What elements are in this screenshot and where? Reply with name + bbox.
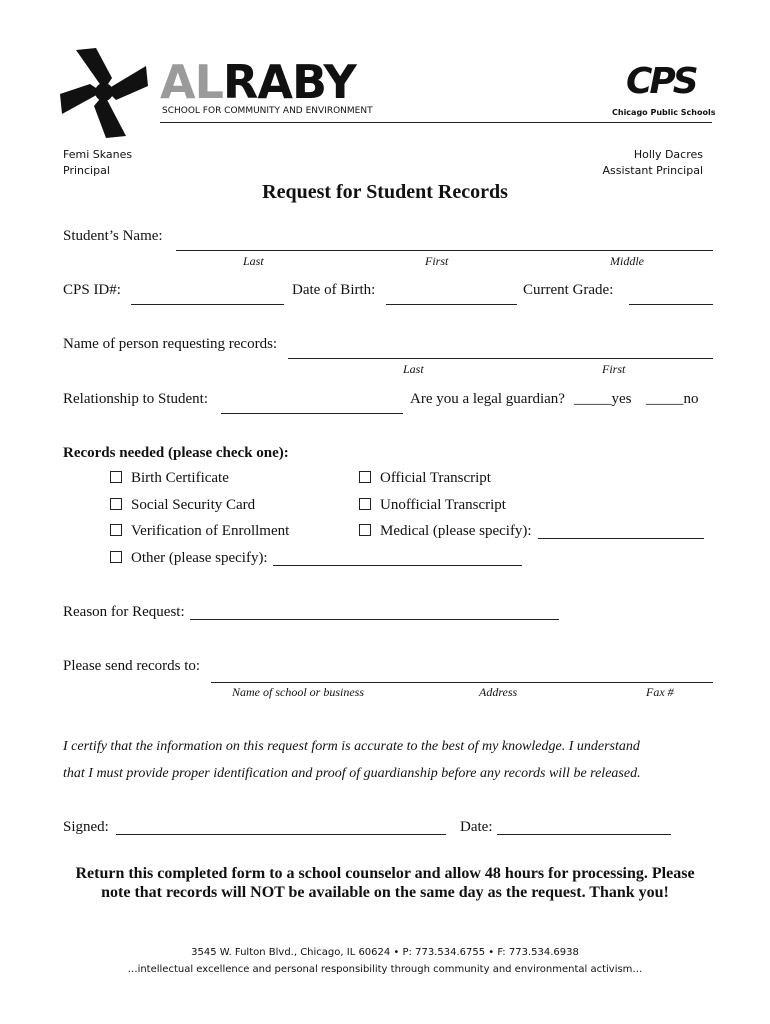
student-sub-last: Last bbox=[243, 254, 264, 268]
checkbox-icon bbox=[110, 498, 122, 510]
logo-al: AL bbox=[160, 55, 223, 109]
certify-line-1: I certify that the information on this request form is accurate to the best of my knowledge. I understand bbox=[63, 739, 640, 754]
cps-id-field[interactable] bbox=[131, 304, 284, 305]
requester-label: Name of person requesting records: bbox=[63, 336, 278, 352]
relationship-label: Relationship to Student: bbox=[63, 391, 208, 407]
principal-name: Femi Skanes bbox=[63, 148, 133, 161]
official-transcript-label: Official Transcript bbox=[380, 470, 491, 486]
guardian-no-option[interactable]: _____no bbox=[646, 391, 699, 407]
requester-sub-first: First bbox=[602, 362, 626, 376]
cps-logo-name: Chicago Public Schools bbox=[612, 108, 716, 117]
guardian-question: Are you a legal guardian? bbox=[410, 391, 565, 407]
checkbox-other[interactable] bbox=[110, 549, 268, 567]
student-sub-middle: Middle bbox=[610, 254, 644, 268]
return-notice-line-1: Return this completed form to a school counselor and allow 48 hours for processing. Please bbox=[75, 865, 695, 882]
alraby-wordmark bbox=[160, 55, 356, 109]
student-name-field[interactable] bbox=[176, 250, 713, 251]
medical-label: Medical (please specify): bbox=[380, 523, 532, 539]
dob-label: Date of Birth: bbox=[292, 282, 376, 298]
cps-id-label: CPS ID#: bbox=[63, 282, 121, 298]
checkbox-unofficial-transcript[interactable] bbox=[359, 496, 506, 514]
ap-name: Holly Dacres bbox=[633, 148, 703, 161]
footer-address: 3545 W. Fulton Blvd., Chicago, IL 60624 • P: 773.534.6755 • F: 773.534.6938 bbox=[191, 947, 579, 958]
checkbox-icon bbox=[110, 524, 122, 536]
checkbox-social-security-card[interactable] bbox=[110, 496, 255, 514]
date-label: Date: bbox=[460, 819, 493, 835]
reason-field[interactable] bbox=[190, 619, 559, 620]
reason-label: Reason for Request: bbox=[63, 604, 185, 620]
records-heading: Records needed (please check one): bbox=[63, 445, 289, 461]
grade-field[interactable] bbox=[629, 304, 713, 305]
student-name-label: Student’s Name: bbox=[63, 228, 163, 244]
return-notice-line-2: note that records will NOT be available on the same day as the request. Thank you! bbox=[101, 884, 669, 901]
checkbox-icon bbox=[359, 498, 371, 510]
requester-name-field[interactable] bbox=[288, 358, 713, 359]
checkbox-medical[interactable] bbox=[359, 522, 532, 540]
send-sub-address: Address bbox=[479, 685, 518, 699]
send-sub-school: Name of school or business bbox=[232, 685, 364, 699]
relationship-field[interactable] bbox=[221, 413, 403, 414]
send-to-field[interactable] bbox=[211, 682, 713, 683]
signed-label: Signed: bbox=[63, 819, 109, 835]
form-title: Request for Student Records bbox=[262, 181, 508, 203]
other-specify-field[interactable] bbox=[273, 565, 522, 566]
medical-specify-field[interactable] bbox=[538, 538, 704, 539]
footer-motto: …intellectual excellence and personal responsibility through community and environmental activism… bbox=[127, 964, 643, 975]
checkbox-icon bbox=[110, 551, 122, 563]
logo-raby: RABY bbox=[222, 55, 356, 109]
send-sub-fax: Fax # bbox=[646, 685, 674, 699]
dob-field[interactable] bbox=[386, 304, 517, 305]
logo-tagline: SCHOOL FOR COMMUNITY AND ENVIRONMENT bbox=[162, 106, 373, 116]
ap-title: Assistant Principal bbox=[602, 164, 703, 177]
verification-enrollment-label: Verification of Enrollment bbox=[131, 523, 290, 539]
checkbox-icon bbox=[110, 471, 122, 483]
other-label: Other (please specify): bbox=[131, 550, 268, 566]
date-field[interactable] bbox=[497, 834, 671, 835]
cps-logo-mark: CPS bbox=[626, 61, 696, 102]
header-rule bbox=[160, 122, 712, 123]
checkbox-birth-certificate[interactable] bbox=[110, 469, 229, 487]
certify-line-2: that I must provide proper identification and proof of guardianship before any records will be released. bbox=[63, 766, 641, 781]
birth-certificate-label: Birth Certificate bbox=[131, 470, 229, 486]
checkbox-official-transcript[interactable] bbox=[359, 469, 491, 487]
checkbox-icon bbox=[359, 471, 371, 483]
grade-label: Current Grade: bbox=[523, 282, 614, 298]
student-sub-first: First bbox=[425, 254, 449, 268]
alraby-pinwheel-logo bbox=[56, 44, 152, 140]
requester-sub-last: Last bbox=[403, 362, 424, 376]
social-security-card-label: Social Security Card bbox=[131, 497, 256, 513]
checkbox-icon bbox=[359, 524, 371, 536]
unofficial-transcript-label: Unofficial Transcript bbox=[380, 497, 506, 513]
send-to-label: Please send records to: bbox=[63, 658, 201, 674]
principal-title: Principal bbox=[63, 164, 110, 177]
guardian-yes-option[interactable]: _____yes bbox=[574, 391, 632, 407]
signature-field[interactable] bbox=[116, 834, 446, 835]
checkbox-verification-enrollment[interactable] bbox=[110, 522, 289, 540]
